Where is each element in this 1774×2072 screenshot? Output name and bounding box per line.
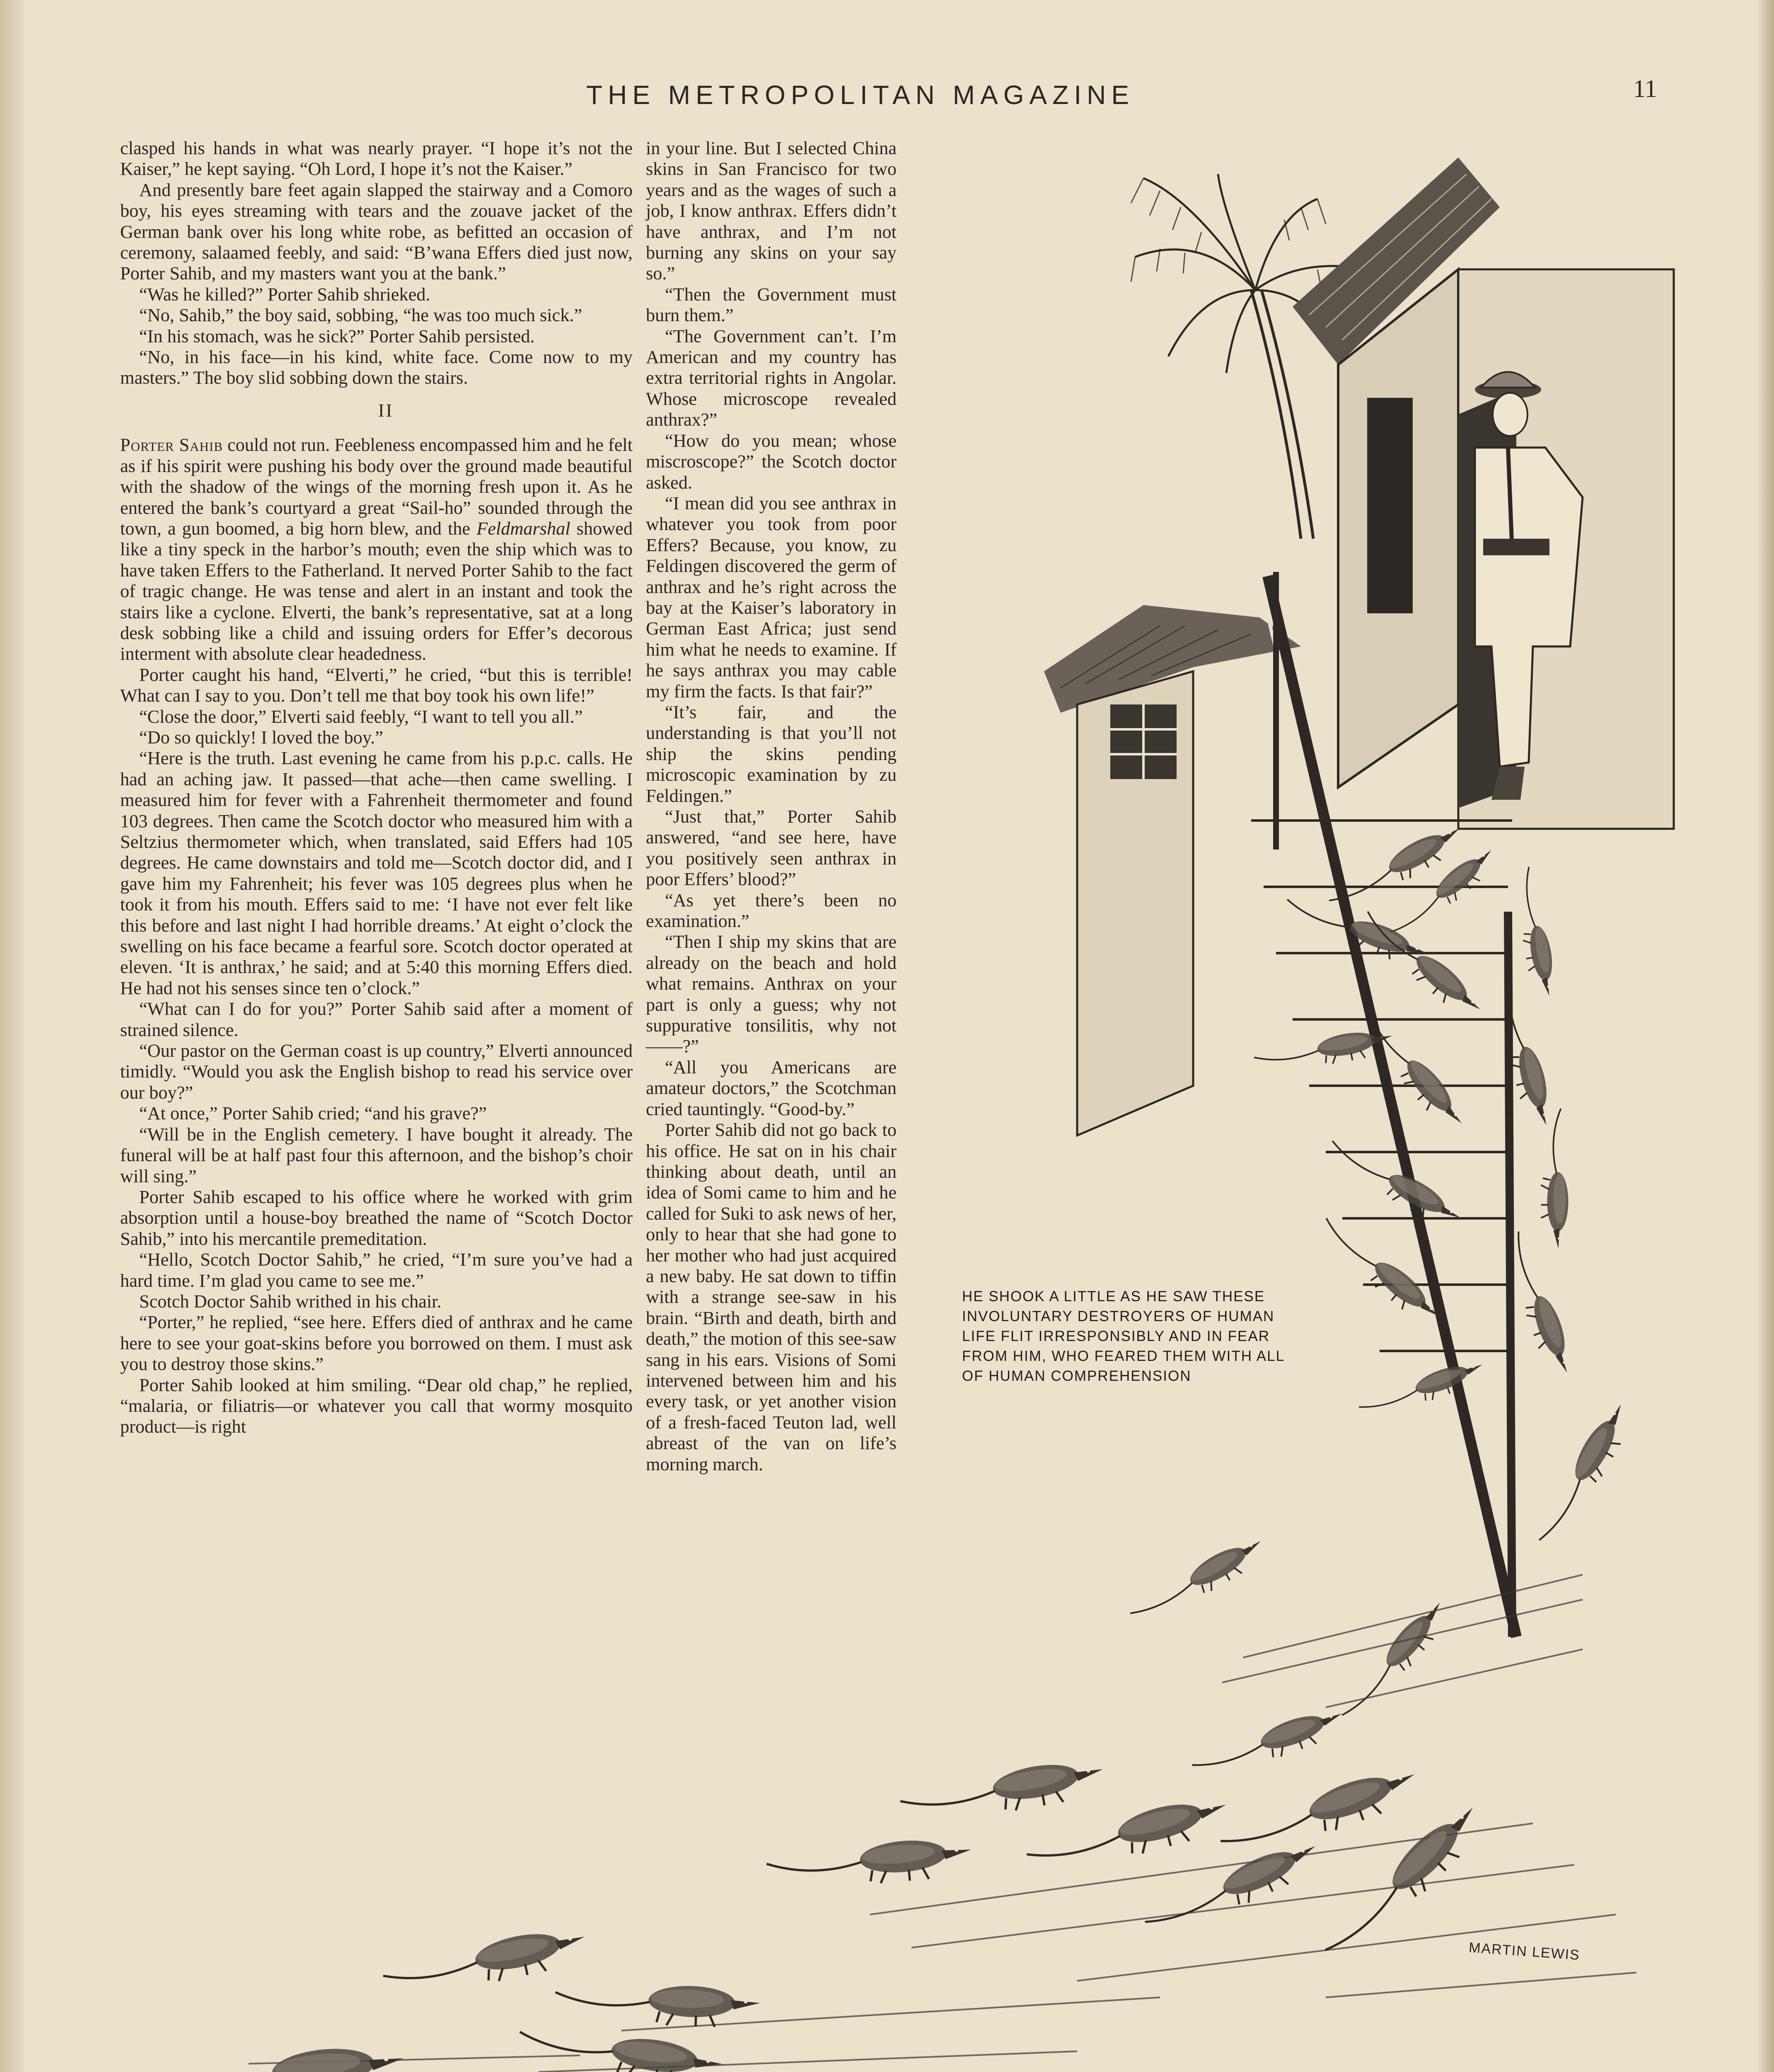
paragraph: in your line. But I selected China skins in San Francisco for two years and as the wages of such a job, I know anthrax. Effers didn’t have anthrax, and I’m not burning any skins on your say so.”	[646, 138, 897, 284]
paragraph: “No, in his face—in his kind, white face. Come now to my masters.” The boy slid sobbing down the stairs.	[120, 347, 633, 388]
paragraph: “In his stomach, was he sick?” Porter Sahib persisted.	[139, 326, 535, 346]
paragraph: “Porter,” he replied, “see here. Effers died of anthrax and he came here to see your goat-skins before you borrowed on them. I must ask you to destroy those skins.”	[120, 1312, 633, 1375]
paragraph: Porter Sahib looked at him smiling. “Dear old chap,” he replied, “malaria, or filiatris—or whatever you call that wormy mosquito product—is right	[120, 1375, 633, 1437]
paragraph: “Hello, Scotch Doctor Sahib,” he cried, “I’m sure you’ve had a hard time. I’m glad you came to see me.”	[120, 1249, 633, 1291]
paragraph: “No, Sahib,” the boy said, sobbing, “he was too much sick.”	[139, 305, 582, 326]
paragraph: “Here is the truth. Last evening he came from his p.p.c. calls. He had an aching jaw. It passed—that ache—then came swelling. I measured him for fever with a Fahrenheit thermometer and found 103 degrees. Then came the Scotch doctor who measured him with a Seltzius thermometer which, when translated, said Effers had 105 degrees. He came downstairs and told me—Scotch doctor did, and I gave him my Fahrenheit; his fever was 105 degrees plus when he took it from his mouth. Effers said to me: ‘I have not ever felt like this before and last night I had horrible dreams.’ At eight o’clock the swelling on his face became a fearful sore. Scotch doctor operated at eleven. ‘It is anthrax,’ he said; and at 5:40 this morning Effers died. He had not his senses since ten o’clock.”	[120, 748, 633, 998]
paragraph: “How do you mean; whose miscroscope?” the Scotch doctor asked.	[646, 430, 897, 493]
paragraph: “All you Americans are amateur doctors,” the Scotchman cried tauntingly. “Good-by.”	[646, 1057, 897, 1119]
paragraph: “What can I do for you?” Porter Sahib said after a moment of strained silence.	[120, 999, 633, 1040]
building-drawing	[1293, 157, 1674, 829]
paragraph: “I mean did you see anthrax in whatever you took from poor Effers? Because, you know, zu Feldingen discovered the germ of anthrax and he’s right across the bay at the Kaiser’s laboratory in German East Africa; just send him what he needs to examine. If he says anthrax you may cable my firm the facts. Is that fair?”	[646, 493, 897, 702]
paragraph: “Then I ship my skins that are already on the beach and hold what remains. Anthrax on your part is only a guess; why not suppurative tonsilitis, why not——?”	[646, 932, 897, 1057]
running-rats-drawing	[161, 1755, 1491, 2072]
illustration-caption: HE SHOOK A LITTLE AS HE SAW THESE INVOLUNTARY DESTROYERS OF HUMAN LIFE FLIT IRRESPONSIBLY AND IN FEAR FROM HIM, WHO FEARED THEM WITH ALL OF HUMAN COMPREHENSION	[962, 1288, 1284, 1384]
paragraph: Scotch Doctor Sahib writhed in his chair.	[139, 1291, 442, 1312]
paragraph: “Was he killed?” Porter Sahib shrieked.	[139, 284, 430, 305]
section-opening-end: showed like a tiny speck in the harbor’s mouth; even the ship which was to have taken Effers to the Fatherland. It nerved Porter Sahib to the fact of tragic change. He was tense and alert in an instant and took the stairs like a cyclone. Elverti, the bank’s representative, sat at a long desk sobbing like a child and issuing orders for Effer’s decorous interment with absolute clear headedness.	[120, 518, 633, 664]
paragraph: “Just that,” Porter Sahib answered, “and see here, have you positively seen anthrax in poor Effers’ blood?”	[646, 806, 897, 890]
paragraph: And presently bare feet again slapped the stairway and a Comoro boy, his eyes streaming with tears and the zouave jacket of the German bank over his long white robe, as befitted an occasion of ceremony, salaamed feebly, and said: “B’wana Effers died just now, Porter Sahib, and my masters want you at the bank.”	[120, 179, 633, 284]
magazine-masthead: THE METROPOLITAN MAGAZINE	[586, 80, 1134, 110]
ground-shading	[249, 1575, 1636, 2072]
paragraph: “Our pastor on the German coast is up country,” Elverti announced timidly. “Would you ask the English bishop to read his service over our boy?”	[120, 1041, 633, 1103]
paragraph: “The Government can’t. I’m American and my country has extra territorial rights in Angolar. Whose microscope revealed anthrax?”	[646, 326, 897, 430]
section-number: II	[378, 400, 394, 421]
paragraph: “Will be in the English cemetery. I have bought it already. The funeral will be at half past four this afternoon, and the bishop’s choir will sing.”	[120, 1124, 633, 1186]
paragraph: “Do so quickly! I loved the boy.”	[139, 727, 383, 748]
paragraph: Porter Sahib escaped to his office where he worked with grim absorption until a house-boy breathed the name of “Scotch Doctor Sahib,” into his mercantile premeditation.	[120, 1186, 633, 1249]
page-number: 11	[1633, 75, 1657, 102]
paragraph: “As yet there’s been no examination.”	[646, 890, 897, 932]
paragraph: “Then the Government must burn them.”	[646, 284, 897, 326]
section-opening-small-caps: Porter Sahib	[120, 435, 223, 455]
hut-drawing	[1044, 605, 1301, 1135]
artist-signature: MARTIN LEWIS	[1468, 1939, 1581, 1963]
section-opening-text: could not run. Feebleness encompassed him and he felt as if his spirit were pushing his body over the ground made beautiful with the shadow of the wings of the morning fresh upon it. As he entered the bank’s courtyard a great “Sail-ho” sounded through the town, a gun boomed, a big horn blew, and the	[120, 435, 633, 539]
paragraph: Porter Sahib did not go back to his office. He sat on in his chair thinking about death, until an idea of Somi came to him and he called for Suki to ask news of her, only to hear that she had gone to her mother who had just acquired a new baby. He sat down to tiffin with a strange see-saw in his brain. “Birth and death, birth and death,” the motion of this see-saw sang in his ears. Visions of Somi intervened between him and his every task, or yet another vision of a fresh-faced Teuton lad, well abreast of the van on life’s morning march.	[646, 1120, 897, 1474]
paragraph: Porter caught his hand, “Elverti,” he cried, “but this is terrible! What can I say to you. Don’t tell me that boy took his own life!”	[120, 664, 633, 706]
ship-name: Feldmarshal	[476, 518, 570, 539]
paragraph: “Close the door,” Elverti said feebly, “I want to tell you all.”	[139, 706, 583, 727]
paragraph: “It’s fair, and the understanding is that you’ll not ship the skins pending microscopic examination by zu Feldingen.”	[646, 702, 897, 806]
paragraph: clasped his hands in what was nearly prayer. “I hope it’s not the Kaiser,” he kept saying. “Oh Lord, I hope it’s not the Kaiser.”	[120, 138, 633, 179]
paragraph: “At once,” Porter Sahib cried; “and his grave?”	[139, 1103, 487, 1124]
